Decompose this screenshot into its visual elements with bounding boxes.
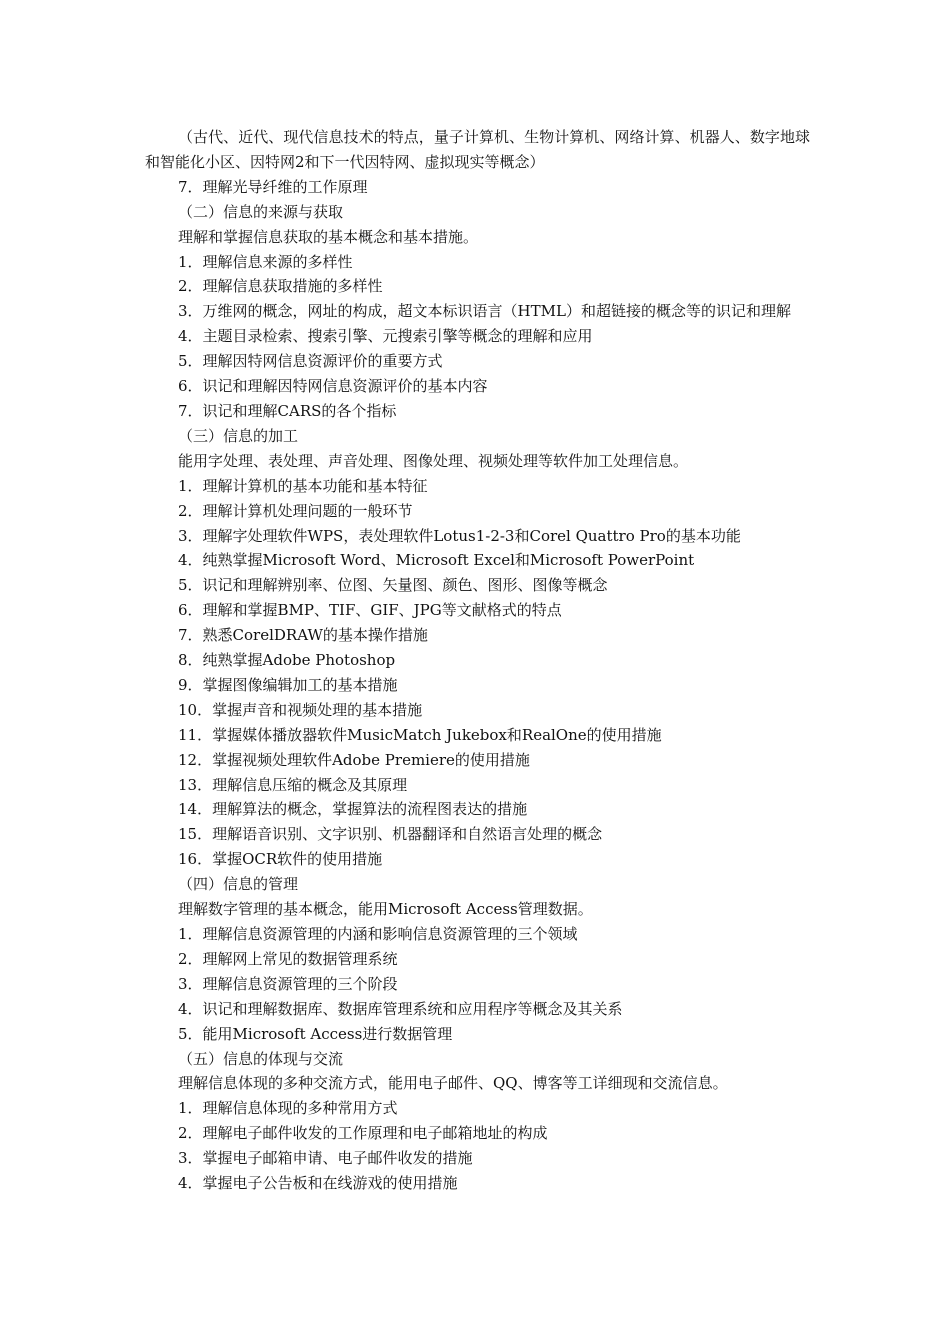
list-item: 4．纯熟掌握Microsoft Word、Microsoft Excel和Microsoft PowerPoint (178, 551, 695, 570)
list-item: 16．掌握OCR软件的使用措施 (178, 850, 383, 869)
text-line: 理解数字管理的基本概念，能用Microsoft Access管理数据。 (178, 900, 593, 919)
document-body (145, 125, 810, 1196)
text-line: （古代、近代、现代信息技术的特点，量子计算机、生物计算机、网络计算、机器人、数字地球和智能化小区、因特网2和下一代因特网、虚拟现实等概念） (145, 128, 810, 171)
list-item: 1．理解信息体现的多种常用方式 (178, 1099, 398, 1118)
list-item: 12．掌握视频处理软件Adobe Premiere的使用措施 (178, 750, 530, 769)
list-item: 9．掌握图像编辑加工的基本措施 (178, 675, 398, 694)
list-item: 6．识记和理解因特网信息资源评价的基本内容 (178, 377, 488, 396)
list-item: 5．识记和理解辨别率、位图、矢量图、颜色、图形、图像等概念 (178, 576, 608, 595)
list-item: 4．主题目录检索、搜索引擎、元搜索引擎等概念的理解和应用 (178, 327, 593, 346)
list-item: 3．理解信息资源管理的三个阶段 (178, 974, 398, 993)
list-item: 5．能用Microsoft Access进行数据管理 (178, 1024, 453, 1043)
list-item: 2．理解信息获取措施的多样性 (178, 277, 383, 296)
list-item: 1．理解计算机的基本功能和基本特征 (178, 476, 428, 495)
list-item: 7．熟悉CorelDRAW的基本操作措施 (178, 626, 428, 645)
list-item: 1．理解信息来源的多样性 (178, 252, 353, 271)
text-line: 理解信息体现的多种交流方式，能用电子邮件、QQ、博客等工详细现和交流信息。 (178, 1074, 728, 1093)
list-item: 10．掌握声音和视频处理的基本措施 (178, 700, 423, 719)
list-item: 2．理解电子邮件收发的工作原理和电子邮箱地址的构成 (178, 1124, 548, 1143)
list-item: 3．掌握电子邮箱申请、电子邮件收发的措施 (178, 1149, 473, 1168)
list-item: 5．理解因特网信息资源评价的重要方式 (178, 352, 443, 371)
list-item: 4．掌握电子公告板和在线游戏的使用措施 (178, 1174, 458, 1193)
list-item: 15．理解语音识别、文字识别、机器翻译和自然语言处理的概念 (178, 825, 603, 844)
text-line: 理解和掌握信息获取的基本概念和基本措施。 (178, 227, 479, 246)
list-item: 8．纯熟掌握Adobe Photoshop (178, 651, 396, 670)
text-line: 7．理解光导纤维的工作原理 (178, 177, 368, 196)
text-line: 能用字处理、表处理、声音处理、图像处理、视频处理等软件加工处理信息。 (178, 451, 689, 470)
list-item: 1．理解信息资源管理的内涵和影响信息资源管理的三个领域 (178, 925, 578, 943)
list-item: 13．理解信息压缩的概念及其原理 (178, 775, 408, 794)
list-item: 2．理解网上常见的数据管理系统 (178, 949, 398, 968)
list-item: 3．万维网的概念，网址的构成，超文本标识语言（HTML）和超链接的概念等的识记和理解 (178, 302, 791, 321)
list-item: 7．识记和理解CARS的各个指标 (178, 401, 397, 420)
list-item: 4．识记和理解数据库、数据库管理系统和应用程序等概念及其关系 (178, 999, 623, 1018)
section-heading: （三）信息的加工 (178, 426, 299, 445)
list-item: 6．理解和掌握BMP、TIF、GIF、JPG等文献格式的特点 (178, 601, 562, 620)
section-heading: （四）信息的管理 (178, 875, 299, 894)
section-heading: （二）信息的来源与获取 (178, 202, 344, 221)
list-item: 3．理解字处理软件WPS，表处理软件Lotus1-2-3和Corel Quattro Pro的基本功能 (178, 526, 741, 545)
list-item: 14．理解算法的概念，掌握算法的流程图表达的措施 (178, 800, 528, 819)
section-heading: （五）信息的体现与交流 (178, 1049, 344, 1068)
list-item: 2．理解计算机处理问题的一般环节 (178, 501, 413, 520)
list-item: 11．掌握媒体播放器软件MusicMatch Jukebox和RealOne的使用措施 (178, 725, 662, 744)
